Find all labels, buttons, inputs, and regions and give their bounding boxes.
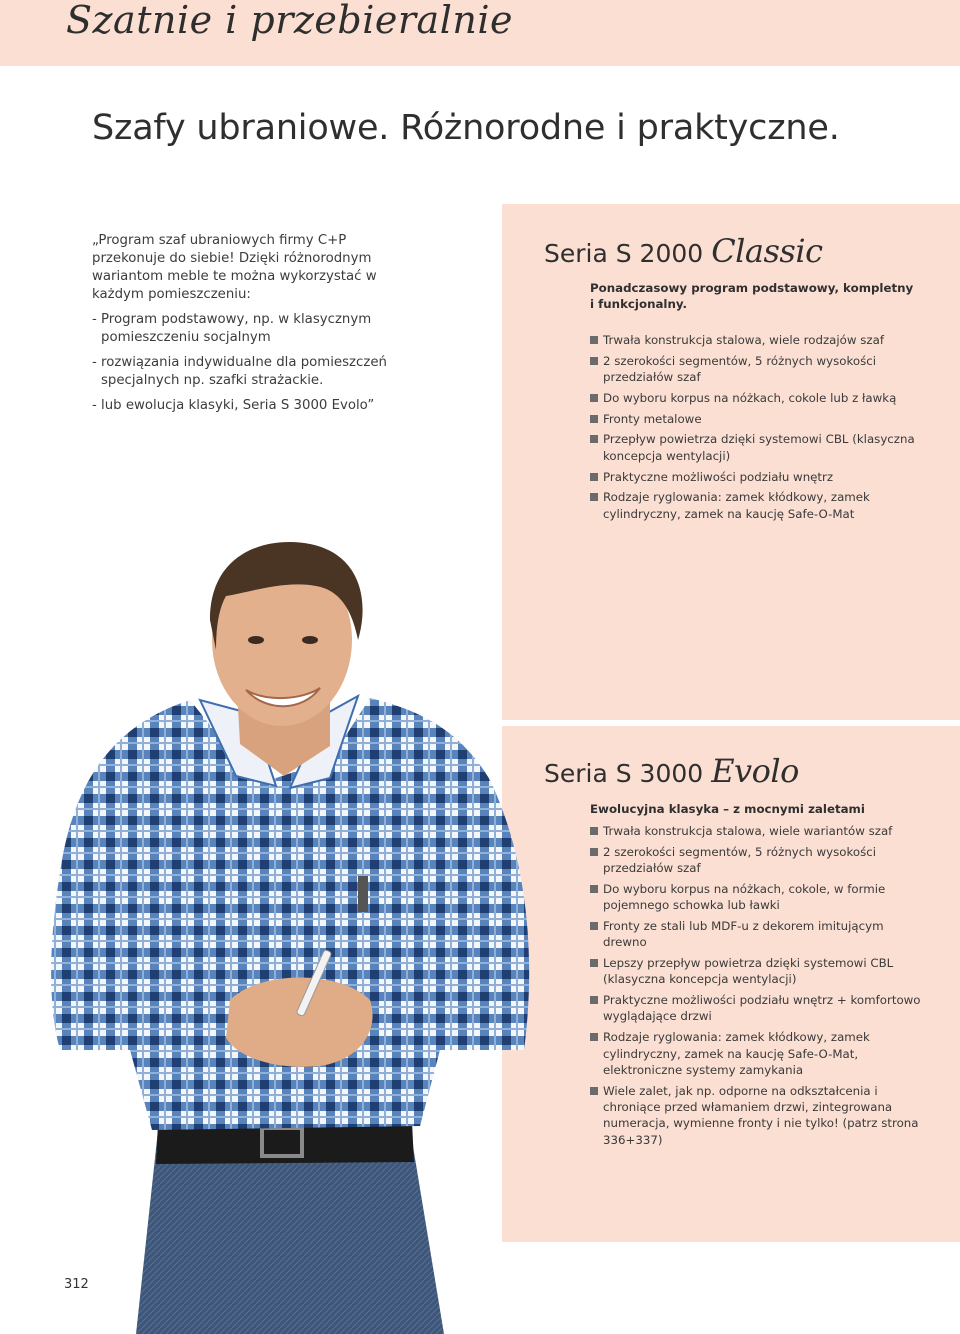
series-s2000-panel bbox=[502, 204, 960, 720]
page-number: 312 bbox=[64, 1277, 89, 1292]
page-headline: Szafy ubraniowe. Różnorodne i praktyczne. bbox=[92, 108, 840, 148]
intro-item: - rozwiązania indywidualne dla pomieszczeń specjalnych np. szafki strażackie. bbox=[92, 355, 387, 388]
series-script-name: Classic bbox=[711, 232, 823, 270]
series-script-name: Evolo bbox=[711, 752, 799, 790]
hands bbox=[226, 978, 373, 1067]
feature-item: Lepszy przepływ powietrza dzięki systemowi CBL (klasyczna koncepcja wentylacji) bbox=[590, 955, 930, 988]
intro-text bbox=[92, 232, 392, 422]
feature-item: 2 szerokości segmentów, 5 różnych wysokości przedziałów szaf bbox=[590, 353, 930, 386]
feature-item: Praktyczne możliwości podziału wnętrz bbox=[590, 469, 930, 485]
left-eye bbox=[248, 636, 264, 644]
person-photo bbox=[40, 530, 540, 1334]
pocket-pen bbox=[358, 876, 368, 912]
section-title: Szatnie i przebieralnie bbox=[66, 0, 513, 42]
feature-item: Trwała konstrukcja stalowa, wiele rodzajów szaf bbox=[590, 332, 930, 348]
feature-item: Rodzaje ryglowania: zamek kłódkowy, zamek cylindryczny, zamek na kaucję Safe-O-Mat bbox=[590, 489, 930, 522]
feature-item: Fronty metalowe bbox=[590, 411, 930, 427]
series-s3000-subtitle: Ewolucyjna klasyka – z mocnymi zaletami bbox=[590, 802, 865, 816]
feature-item: Trwała konstrukcja stalowa, wiele wariantów szaf bbox=[590, 823, 930, 839]
feature-item: Praktyczne możliwości podziału wnętrz + komfortowo wyglądające drzwi bbox=[590, 992, 930, 1025]
series-s3000-features bbox=[590, 823, 930, 1152]
intro-item: - Program podstawowy, np. w klasycznym pomieszczeniu socjalnym bbox=[92, 312, 372, 345]
series-s2000-title bbox=[544, 232, 822, 270]
series-name: Seria S 3000 bbox=[544, 759, 704, 788]
series-name: Seria S 2000 bbox=[544, 239, 704, 268]
series-s2000-subtitle: Ponadczasowy program podstawowy, kompletny i funkcjonalny. bbox=[590, 281, 914, 311]
series-s3000-title bbox=[544, 752, 799, 790]
feature-item: 2 szerokości segmentów, 5 różnych wysokości przedziałów szaf bbox=[590, 844, 930, 877]
feature-item: Do wyboru korpus na nóżkach, cokole lub z ławką bbox=[590, 390, 930, 406]
intro-item: - lub ewolucja klasyki, Seria S 3000 Evolo” bbox=[92, 398, 375, 413]
feature-item: Przepływ powietrza dzięki systemowi CBL (klasyczna koncepcja wentylacji) bbox=[590, 431, 930, 464]
series-s3000-panel bbox=[502, 726, 960, 1242]
feature-item: Fronty ze stali lub MDF-u z dekorem imitującym drewno bbox=[590, 918, 930, 951]
feature-item: Rodzaje ryglowania: zamek kłódkowy, zamek cylindryczny, zamek na kaucję Safe-O-Mat, elektroniczne systemy zamykania bbox=[590, 1029, 930, 1078]
intro-paragraph: „Program szaf ubraniowych firmy C+P przekonuje do siebie! Dzięki różnorodnym wariantom meble te można wykorzystać w każdym pomieszczeniu: bbox=[92, 233, 377, 302]
feature-item: Wiele zalet, jak np. odporne na odkształcenia i chroniące przed włamaniem drzwi, zintegrowana numeracja, wymienne fronty i nie tylko! (patrz strona 336+337) bbox=[590, 1083, 930, 1148]
series-s2000-features bbox=[590, 332, 930, 526]
right-eye bbox=[302, 636, 318, 644]
feature-item: Do wyboru korpus na nóżkach, cokole, w formie pojemnego schowka lub ławki bbox=[590, 881, 930, 914]
